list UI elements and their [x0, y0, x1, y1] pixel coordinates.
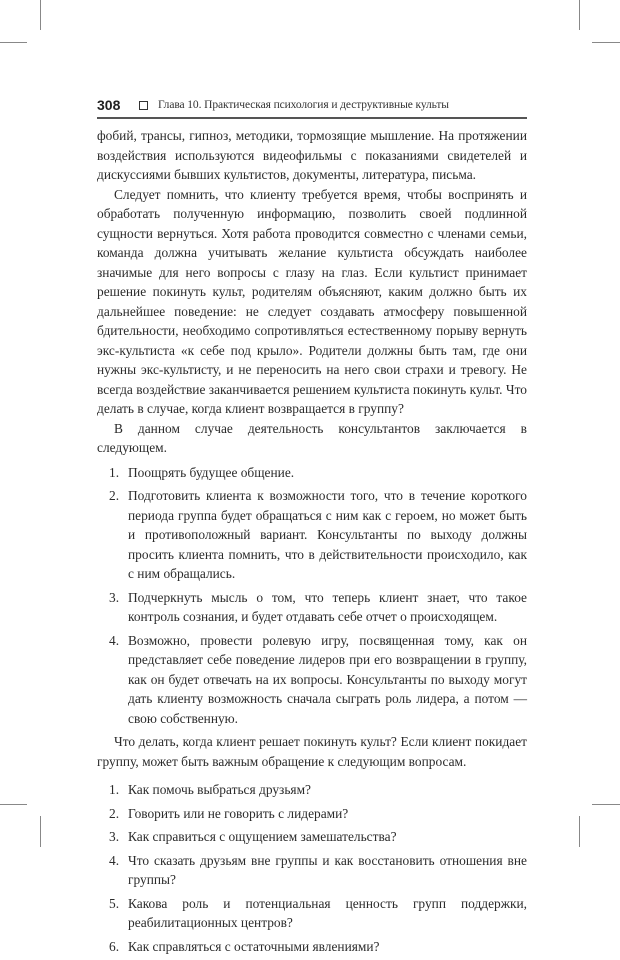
list-text: Поощрять будущее общение. — [128, 464, 295, 480]
running-header — [97, 95, 527, 119]
list-text: Подчеркнуть мысль о том, что теперь клиент знает, что такое контроль сознания, и будет отдавать себе отчет о происходящем. — [128, 589, 527, 624]
paragraph: Что делать, когда клиент решает покинуть культ? Если клиент покидает группу, может быть важным обращение к следующим вопросам. — [97, 734, 527, 769]
crop-mark-bottom-right-vertical — [579, 816, 580, 847]
list-item — [97, 631, 527, 729]
list-item — [97, 851, 527, 890]
list-text: Как справляться с остаточными явлениями? — [128, 938, 380, 954]
page-body — [97, 126, 527, 956]
list-item — [97, 486, 527, 584]
crop-mark-top-left-vertical — [40, 0, 41, 30]
list-number: 1. — [109, 464, 120, 480]
list-item — [97, 463, 527, 483]
list-text: Как справиться с ощущением замешательства? — [128, 829, 397, 844]
list-number: 1. — [109, 782, 120, 797]
list-text: Подготовить клиента к возможности того, что в течение короткого периода группа будет обращаться с ним как с героем, но может быть и противоположный вариант. Консультанты по выходу должны просить клиента помнить, что в действительности происходило, как с ним обращались. — [128, 488, 527, 581]
list-number: 3. — [109, 829, 120, 844]
list-item — [97, 827, 527, 847]
list-number: 5. — [109, 895, 120, 911]
list-item — [97, 894, 527, 933]
list-item — [97, 937, 527, 957]
crop-mark-top-left-horizontal — [0, 42, 27, 43]
book-page — [97, 95, 527, 960]
crop-mark-bottom-left-vertical — [40, 816, 41, 847]
crop-mark-bottom-right-horizontal — [592, 804, 620, 805]
list-number: 2. — [109, 805, 120, 821]
list-text: Как помочь выбраться друзьям? — [128, 782, 312, 797]
paragraph: В данном случае деятельность консультантов заключается в следующем. — [97, 420, 527, 455]
square-icon — [139, 101, 148, 110]
list-text: Говорить или не говорить с лидерами? — [128, 805, 349, 821]
list-number: 4. — [109, 632, 120, 648]
crop-mark-top-right-horizontal — [592, 42, 620, 43]
crop-mark-bottom-left-horizontal — [0, 804, 27, 805]
paragraph: фобий, трансы, гипноз, методики, тормозящие мышление. На протяжении воздействия используются видеофильмы с показаниями свидетелей и дискуссиями бывших культистов, документы, литература, письма. — [97, 128, 527, 182]
chapter-title: Глава 10. Практическая психология и деструктивные культы — [158, 99, 449, 111]
list-item — [97, 588, 527, 627]
crop-mark-top-right-vertical — [579, 0, 580, 30]
list-number: 3. — [109, 589, 120, 605]
page-number: 308 — [97, 97, 121, 113]
consultant-actions-list — [97, 463, 527, 729]
list-number: 6. — [109, 938, 120, 954]
list-item — [97, 780, 527, 800]
paragraph: Следует помнить, что клиенту требуется время, чтобы воспринять и обработать полученную информацию, позволить своей подлинной сущности вернуться. Хотя работа проводится совместно с членами семьи, команда должна учитывать желание культиста обсуждать наиболее значимые для него вопросы с глазу на глаз. Если культист принимает решение покинуть культ, родителям объясняют, каким должно быть их дальнейшее поведение: не следует создавать атмосферу повышенной бдительности, необходимо сопротивляться естественному порыву вернуть экс-культиста «к себе под крыло». Родители должны быть там, где они нужны экс-культисту, и не переносить на него свои страхи и тревогу. Не всегда воздействие заканчивается решением культиста покинуть культ. Что делать в случае, когда клиент возвращается в группу? — [97, 186, 527, 416]
questions-list — [97, 780, 527, 956]
list-text: Какова роль и потенциальная ценность групп поддержки, реабилитационных центров? — [128, 895, 527, 930]
list-item — [97, 804, 527, 824]
list-number: 4. — [109, 852, 120, 868]
list-text: Что сказать друзьям вне группы и как восстановить отношения вне группы? — [128, 852, 527, 887]
list-text: Возможно, провести ролевую игру, посвященная тому, как он представляет себе поведение лидеров при его возвращении в группу, как он будет отвечать на их вопросы. Консультанты по выходу могут дать клиенту возможность сначала сыграть роль лидера, а потом — свою собственную. — [128, 632, 527, 726]
list-number: 2. — [109, 488, 120, 503]
